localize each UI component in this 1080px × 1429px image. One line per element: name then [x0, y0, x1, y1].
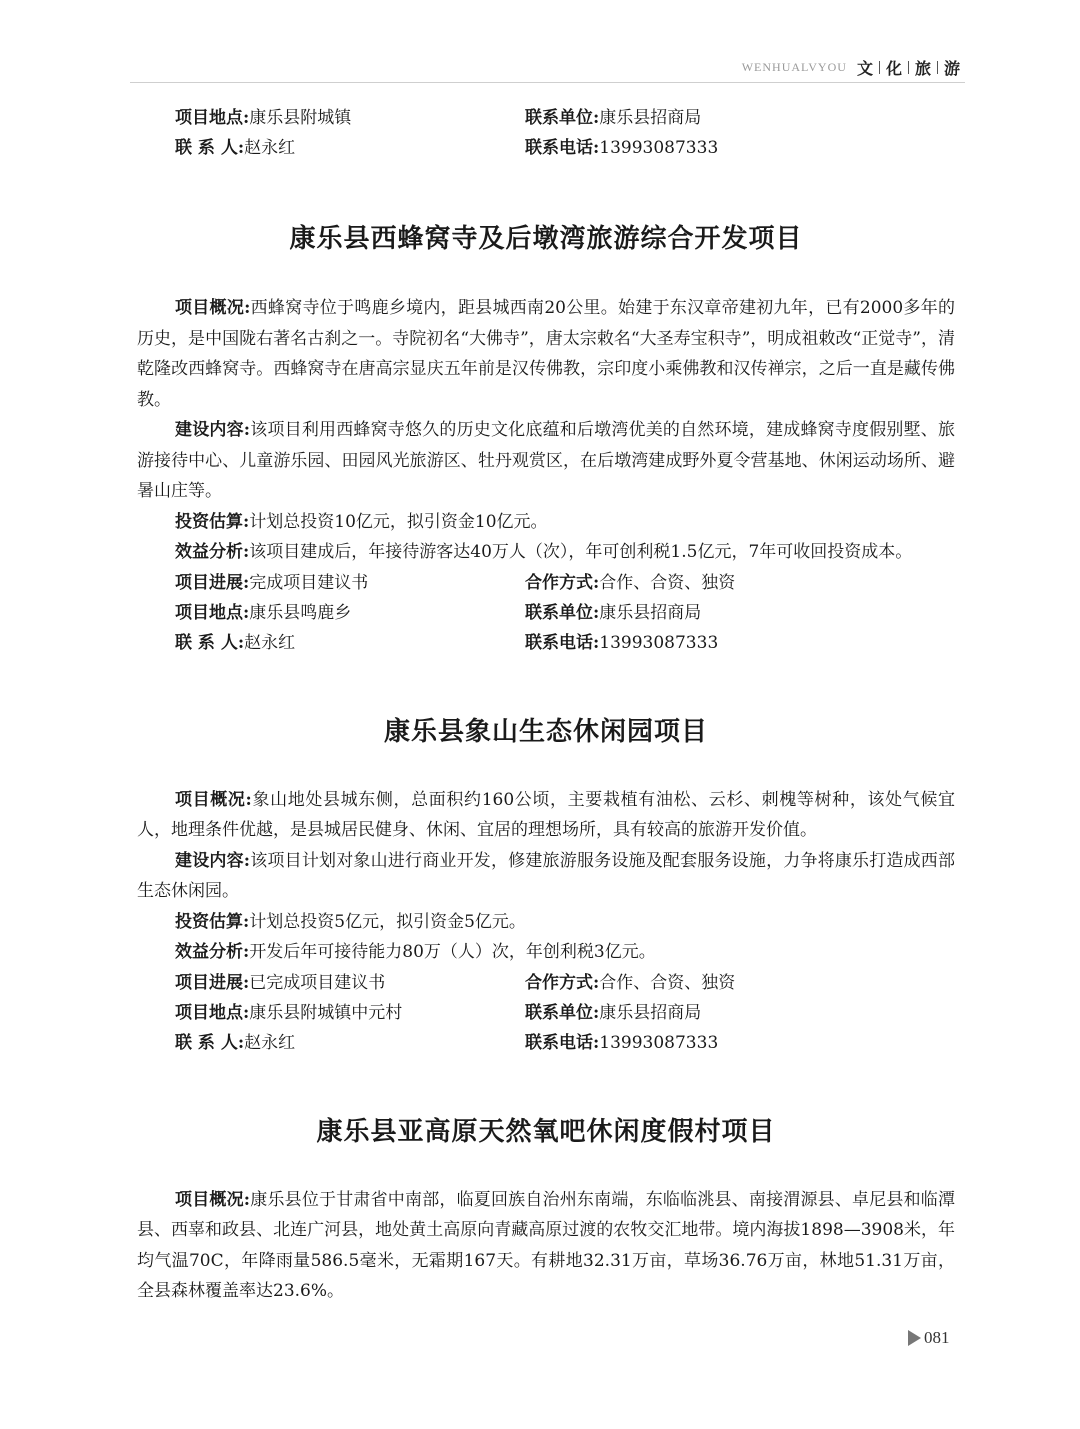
page-content — [137, 103, 955, 1307]
header-divider — [937, 61, 938, 74]
field-label: 联 系 人: — [175, 138, 245, 158]
field-value: 康乐县招商局 — [599, 602, 702, 623]
field-label: 投资估算: — [175, 511, 250, 532]
field-label: 项目地点: — [175, 602, 250, 623]
project-title: 康乐县西蜂窝寺及后墩湾旅游综合开发项目 — [289, 224, 803, 254]
info-row — [137, 568, 955, 598]
header-char: 游 — [943, 58, 960, 78]
field-value: 完成项目建议书 — [249, 572, 369, 593]
field-value: 该项目建成后，年接待游客达40万人（次），年可创利税1.5亿元，7年可收回投资成本。 — [249, 542, 913, 562]
field-label: 项目地点: — [175, 108, 250, 128]
header-char: 文 — [856, 58, 873, 78]
investment-paragraph — [137, 507, 955, 538]
field-label: 项目概况: — [175, 298, 251, 318]
field-label: 项目地点: — [175, 1002, 250, 1023]
header-char: 化 — [885, 58, 902, 78]
field-value: 康乐县位于甘肃省中南部，临夏回族自治州东南端，东临临洮县、南接渭源县、卓尼县和临潭县、西辜和政县、北连广河县，地处黄土高原向青藏高原过渡的农牧交汇地带。境内海拔1898—3908米，年均气温70C，年降雨量586.5毫米，无霜期167天。有耕地32.31万亩，草场36.76万亩，林地51.31万亩，全县森林覆盖率达23.6%。 — [137, 1189, 956, 1301]
header-divider — [879, 61, 880, 74]
benefit-paragraph — [137, 537, 955, 568]
page-number — [908, 1328, 950, 1348]
field-value: 计划总投资10亿元，拟引资金10亿元。 — [249, 511, 548, 532]
field-label: 联系电话: — [525, 1032, 600, 1053]
field-label: 项目概况: — [175, 789, 252, 810]
field-label: 项目概况: — [175, 1189, 251, 1210]
field-value: 象山地处县城东侧，总面积约160公顷，主要栽植有油松、云杉、刺槐等树种，该处气候宜人，地理条件优越，是县城居民健身、休闲、宜居的理想场所，具有较高的旅游开发价值。 — [137, 789, 955, 840]
field-value: 该项目计划对象山进行商业开发，修建旅游服务设施及配套服务设施，力争将康乐打造成西部生态休闲园。 — [137, 850, 956, 901]
field-value: 康乐县附城镇 — [249, 108, 352, 128]
overview-paragraph — [137, 1185, 955, 1307]
project-title: 康乐县象山生态休闲园项目 — [383, 716, 708, 747]
field-label: 联系单位: — [525, 602, 600, 623]
header-section-name — [857, 56, 960, 79]
field-label: 合作方式: — [525, 572, 600, 593]
info-row — [137, 968, 955, 998]
field-value: 康乐县鸣鹿乡 — [249, 602, 352, 623]
field-value: 13993087333 — [599, 1032, 719, 1053]
field-value: 康乐县招商局 — [599, 1002, 702, 1023]
project-title: 康乐县亚高原天然氧吧休闲度假村项目 — [316, 1116, 776, 1147]
field-label: 联系电话: — [525, 632, 600, 653]
field-value: 赵永红 — [244, 1032, 296, 1053]
info-row — [137, 598, 955, 628]
info-row — [137, 103, 955, 133]
field-value: 康乐县附城镇中元村 — [249, 1002, 403, 1023]
field-label: 效益分析: — [175, 542, 250, 562]
field-value: 已完成项目建议书 — [249, 972, 386, 993]
field-label: 联系电话: — [525, 138, 600, 158]
construction-paragraph — [137, 415, 955, 507]
investment-paragraph — [137, 907, 955, 938]
field-label: 合作方式: — [525, 972, 600, 993]
field-label: 效益分析: — [175, 942, 250, 962]
info-row — [137, 133, 955, 163]
field-label: 建设内容: — [175, 420, 251, 440]
info-row — [137, 998, 955, 1028]
field-value: 13993087333 — [599, 138, 719, 158]
field-value: 赵永红 — [244, 138, 296, 158]
benefit-paragraph — [137, 937, 955, 968]
page-number-text: 081 — [924, 1328, 950, 1347]
field-label: 联 系 人: — [175, 1032, 245, 1053]
field-value: 开发后年可接待能力80万（人）次，年创利税3亿元。 — [249, 942, 656, 962]
construction-paragraph — [137, 846, 955, 907]
field-label: 建设内容: — [175, 850, 251, 871]
field-value: 计划总投资5亿元，拟引资金5亿元。 — [249, 911, 526, 932]
field-value: 13993087333 — [599, 632, 719, 653]
field-label: 联系单位: — [525, 1002, 600, 1023]
field-label: 投资估算: — [175, 911, 250, 932]
overview-paragraph — [137, 785, 955, 846]
field-value: 康乐县招商局 — [599, 108, 702, 128]
field-label: 项目进展: — [175, 572, 250, 593]
field-value: 合作、合资、独资 — [599, 572, 736, 593]
field-value: 赵永红 — [244, 632, 296, 653]
info-row — [137, 628, 955, 658]
header-divider — [908, 61, 909, 74]
field-label: 项目进展: — [175, 972, 250, 993]
field-value: 该项目利用西蜂窝寺悠久的历史文化底蕴和后墩湾优美的自然环境，建成蜂窝寺度假别墅、旅游接待中心、儿童游乐园、田园风光旅游区、牡丹观赏区，在后墩湾建成野外夏令营基地、休闲运动场所、避暑山庄等。 — [137, 420, 956, 501]
play-triangle-icon — [908, 1330, 921, 1346]
header-char: 旅 — [914, 58, 931, 78]
running-header — [700, 52, 960, 82]
field-value: 合作、合资、独资 — [599, 972, 736, 993]
header-latin: WENHUALVYOU — [741, 59, 847, 74]
field-value: 西蜂窝寺位于鸣鹿乡境内，距县城西南20公里。始建于东汉章帝建初九年，已有2000多年的历史，是中国陇右著名古刹之一。寺院初名“大佛寺”，唐太宗敕名“大圣寿宝积寺”，明成祖敕改“正觉寺”，清乾隆改西蜂窝寺。西蜂窝寺在唐高宗显庆五年前是汉传佛教，宗印度小乘佛教和汉传禅宗，之后一直是藏传佛教。 — [137, 298, 955, 410]
info-row — [137, 1028, 955, 1058]
overview-paragraph — [137, 293, 955, 415]
header-rule — [130, 82, 965, 83]
field-label: 联 系 人: — [175, 632, 245, 653]
field-label: 联系单位: — [525, 108, 600, 128]
